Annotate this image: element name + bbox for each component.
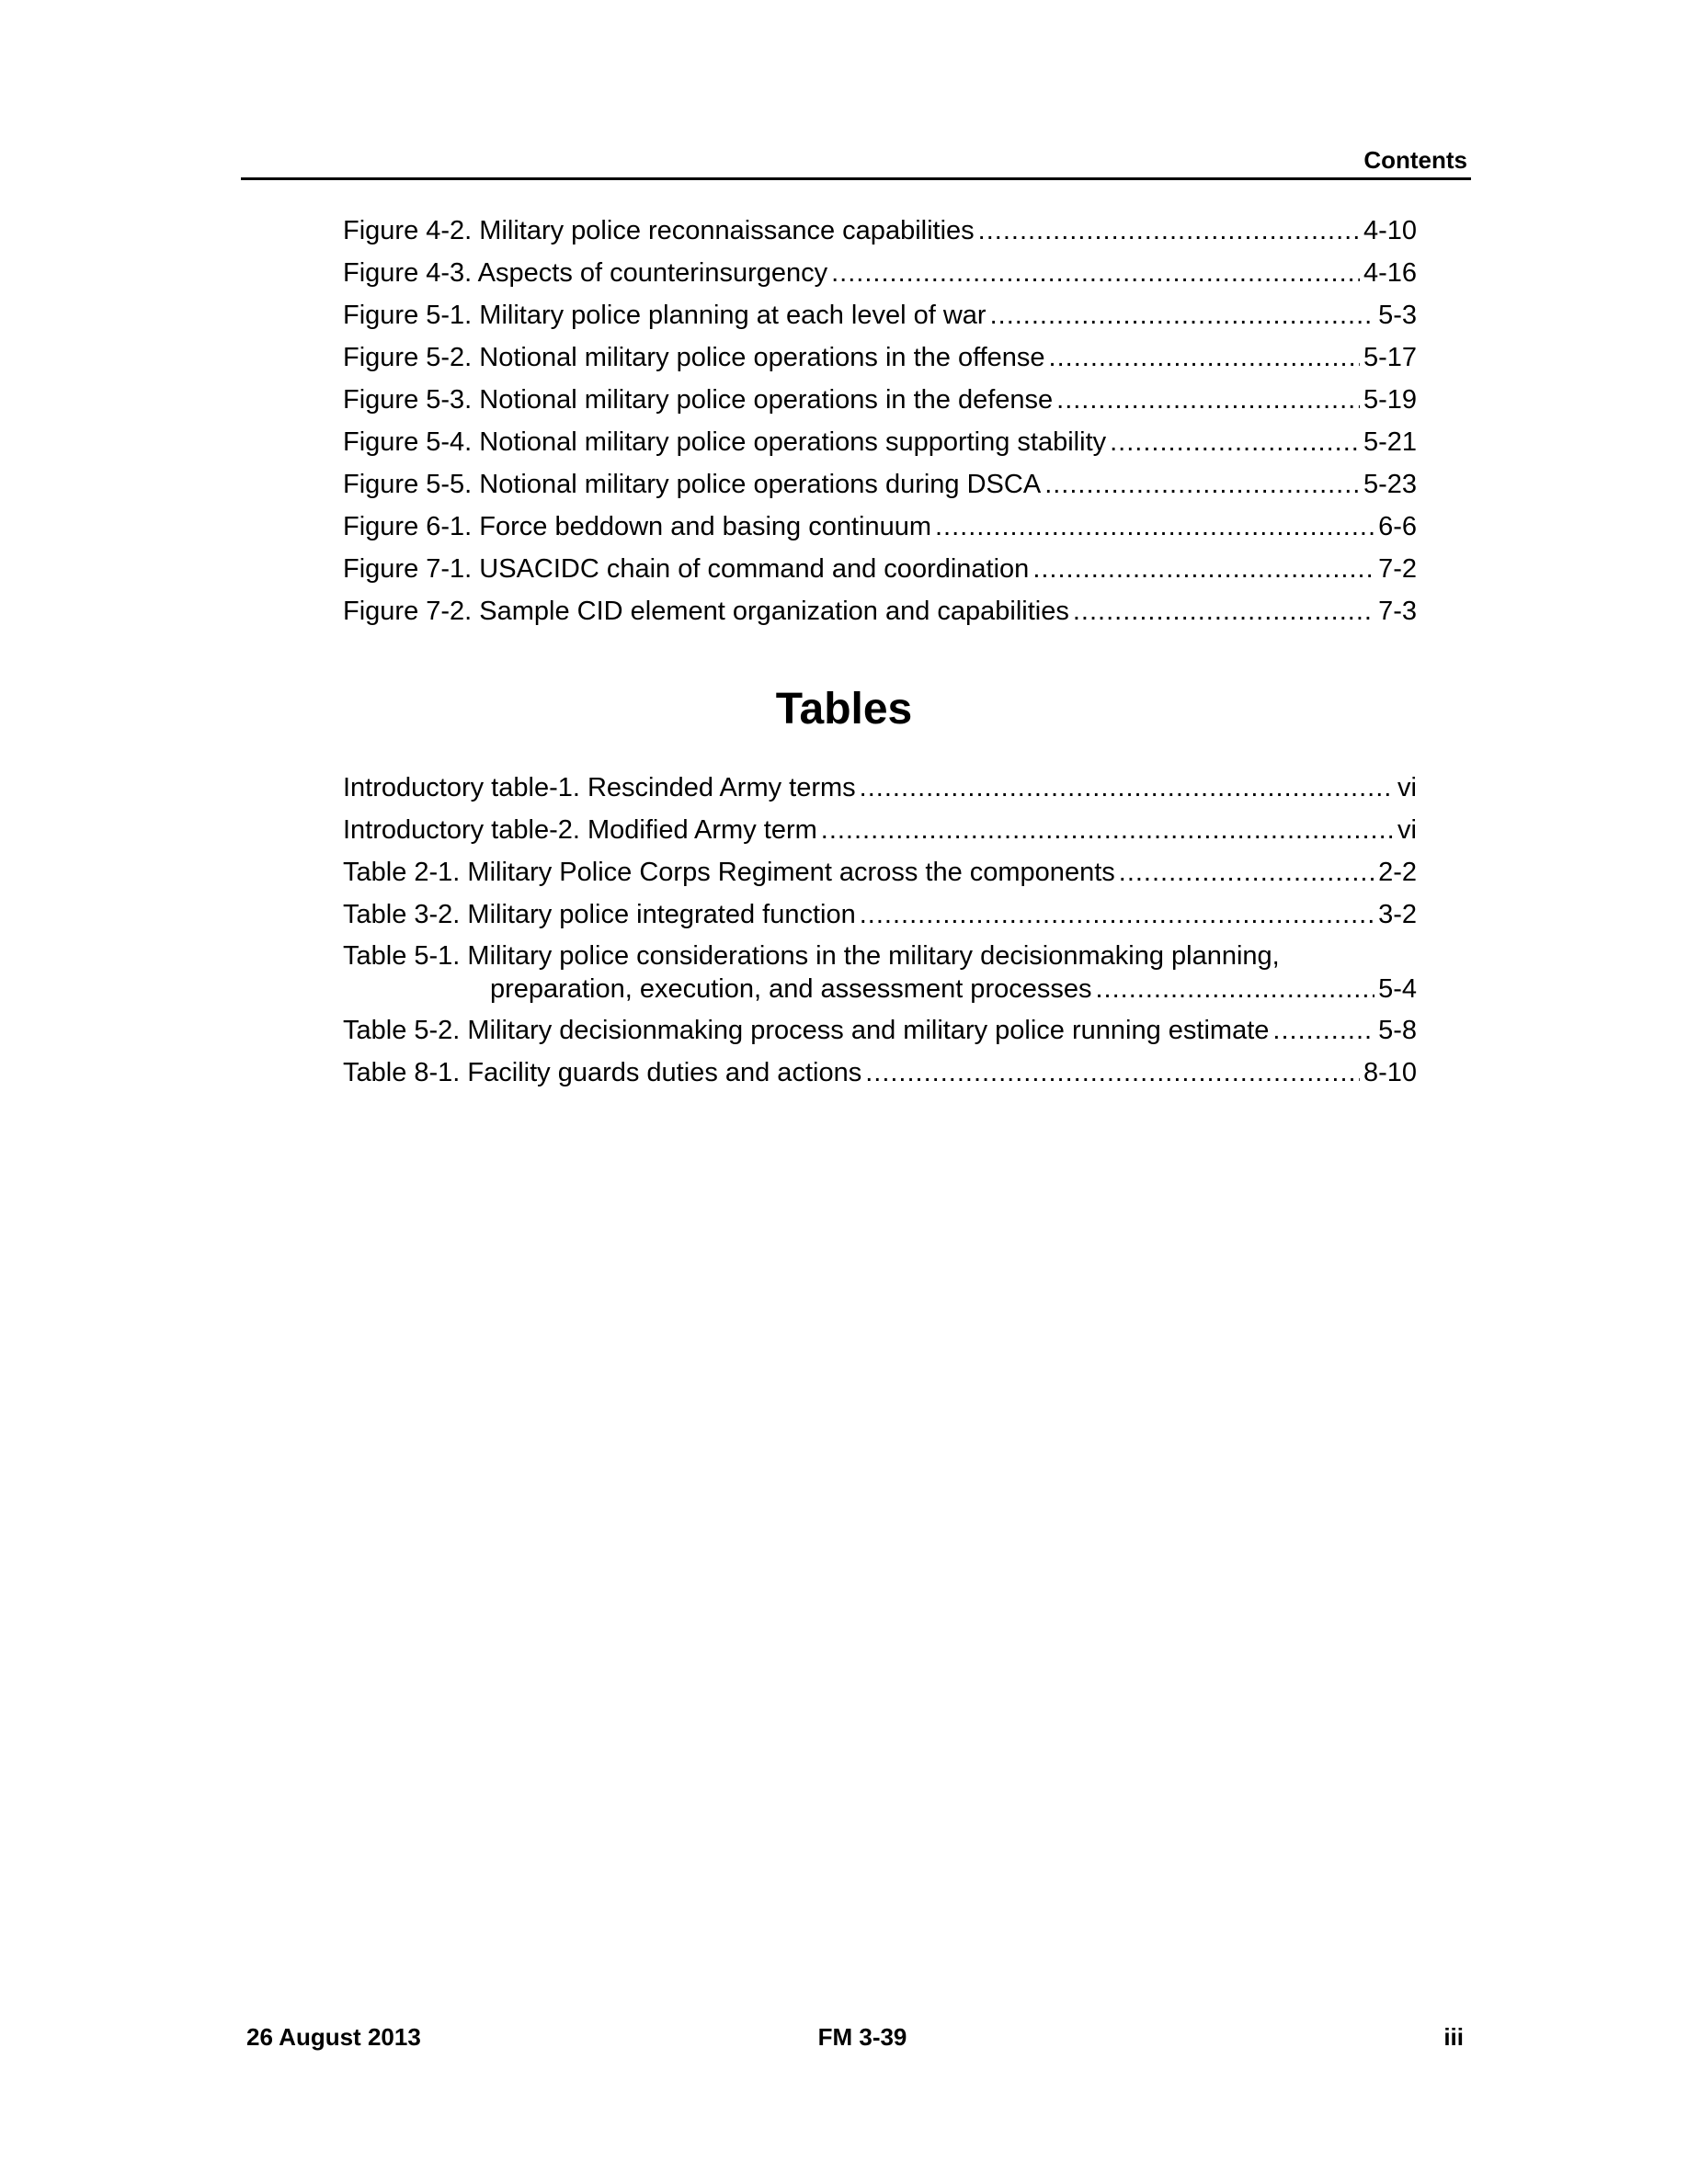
toc-entry[interactable] xyxy=(343,893,1417,936)
entry-text: Table 5-1. Military police considerations in the military decisionmaking planning, xyxy=(343,941,1280,971)
entry-text: Figure 4-2. Military police reconnaissance capabilities xyxy=(343,216,975,245)
toc-entry[interactable] xyxy=(343,506,1417,548)
leader-dots xyxy=(1110,421,1360,463)
leader-dots xyxy=(1095,973,1374,1006)
toc-entry[interactable] xyxy=(343,336,1417,379)
entry-text: Figure 5-5. Notional military police operations during DSCA xyxy=(343,470,1042,499)
leader-dots xyxy=(1049,336,1360,379)
toc-entry[interactable] xyxy=(343,463,1417,506)
leader-dots xyxy=(831,252,1360,294)
entry-text: Figure 7-2. Sample CID element organization and capabilities xyxy=(343,597,1069,626)
toc-entry[interactable] xyxy=(343,548,1417,590)
toc-entry[interactable] xyxy=(343,210,1417,252)
entry-text: Figure 7-1. USACIDC chain of command and coordination xyxy=(343,554,1030,584)
footer-publication: FM 3-39 xyxy=(817,2023,907,2051)
leader-dots xyxy=(821,809,1394,851)
toc-entry[interactable] xyxy=(343,851,1417,893)
entry-page: 7-3 xyxy=(1378,597,1417,626)
toc-entry[interactable] xyxy=(343,379,1417,421)
entry-page: 5-4 xyxy=(1378,974,1417,1004)
footer-page-number: iii xyxy=(1443,2023,1464,2051)
running-header xyxy=(241,145,1471,180)
entry-text: Introductory table-1. Rescinded Army terms xyxy=(343,773,856,802)
entry-text: Figure 5-3. Notional military police operations in the defense xyxy=(343,385,1054,415)
entry-page: 5-21 xyxy=(1363,427,1417,457)
leader-dots xyxy=(1073,590,1374,632)
entry-page: 2-2 xyxy=(1378,858,1417,887)
leader-dots xyxy=(1119,851,1374,893)
entry-text-continued: preparation, execution, and assessment processes xyxy=(490,974,1092,1004)
entry-page: 5-23 xyxy=(1363,470,1417,499)
entry-page: 5-17 xyxy=(1363,343,1417,372)
toc-entry[interactable] xyxy=(343,767,1417,809)
entry-text: Introductory table-2. Modified Army term xyxy=(343,815,817,845)
toc-entry[interactable] xyxy=(343,809,1417,851)
entry-page: 7-2 xyxy=(1378,554,1417,584)
entry-text: Table 5-2. Military decisionmaking process and military police running estimate xyxy=(343,1016,1270,1045)
leader-dots xyxy=(990,294,1375,336)
list-of-figures xyxy=(343,210,1417,632)
leader-dots xyxy=(1056,379,1360,421)
entry-page: 3-2 xyxy=(1378,900,1417,929)
toc-entry[interactable] xyxy=(343,252,1417,294)
leader-dots xyxy=(1032,548,1374,590)
toc-entry[interactable] xyxy=(343,1009,1417,1052)
leader-dots xyxy=(865,1052,1360,1094)
toc-entry[interactable] xyxy=(343,1052,1417,1094)
entry-text: Table 3-2. Military police integrated function xyxy=(343,900,856,929)
leader-dots xyxy=(860,767,1394,809)
entry-page: vi xyxy=(1397,773,1417,802)
toc-entry[interactable] xyxy=(343,294,1417,336)
toc-entry[interactable] xyxy=(343,590,1417,632)
entry-text: Figure 4-3. Aspects of counterinsurgency xyxy=(343,258,828,288)
list-of-tables xyxy=(343,767,1417,1094)
toc-entry[interactable] xyxy=(343,421,1417,463)
entry-text: Figure 5-4. Notional military police operations supporting stability xyxy=(343,427,1107,457)
footer-date: 26 August 2013 xyxy=(246,2023,421,2051)
leader-dots xyxy=(935,506,1374,548)
header-title: Contents xyxy=(1363,146,1467,174)
toc-entry[interactable] xyxy=(343,936,1417,1009)
entry-text: Figure 6-1. Force beddown and basing continuum xyxy=(343,512,931,541)
entry-page: 5-3 xyxy=(1378,301,1417,330)
leader-dots xyxy=(1272,1009,1374,1052)
entry-page: 5-19 xyxy=(1363,385,1417,415)
entry-page: vi xyxy=(1397,815,1417,845)
entry-page: 5-8 xyxy=(1378,1016,1417,1045)
leader-dots xyxy=(860,893,1374,936)
entry-page: 6-6 xyxy=(1378,512,1417,541)
entry-page: 8-10 xyxy=(1363,1058,1417,1087)
entry-text: Table 2-1. Military Police Corps Regiment across the components xyxy=(343,858,1115,887)
entry-page: 4-16 xyxy=(1363,258,1417,288)
leader-dots xyxy=(978,210,1360,252)
entry-text: Figure 5-2. Notional military police operations in the offense xyxy=(343,343,1045,372)
tables-heading: Tables xyxy=(775,685,913,734)
entry-text: Table 8-1. Facility guards duties and actions xyxy=(343,1058,862,1087)
entry-page: 4-10 xyxy=(1363,216,1417,245)
entry-text: Figure 5-1. Military police planning at each level of war xyxy=(343,301,987,330)
leader-dots xyxy=(1044,463,1360,506)
